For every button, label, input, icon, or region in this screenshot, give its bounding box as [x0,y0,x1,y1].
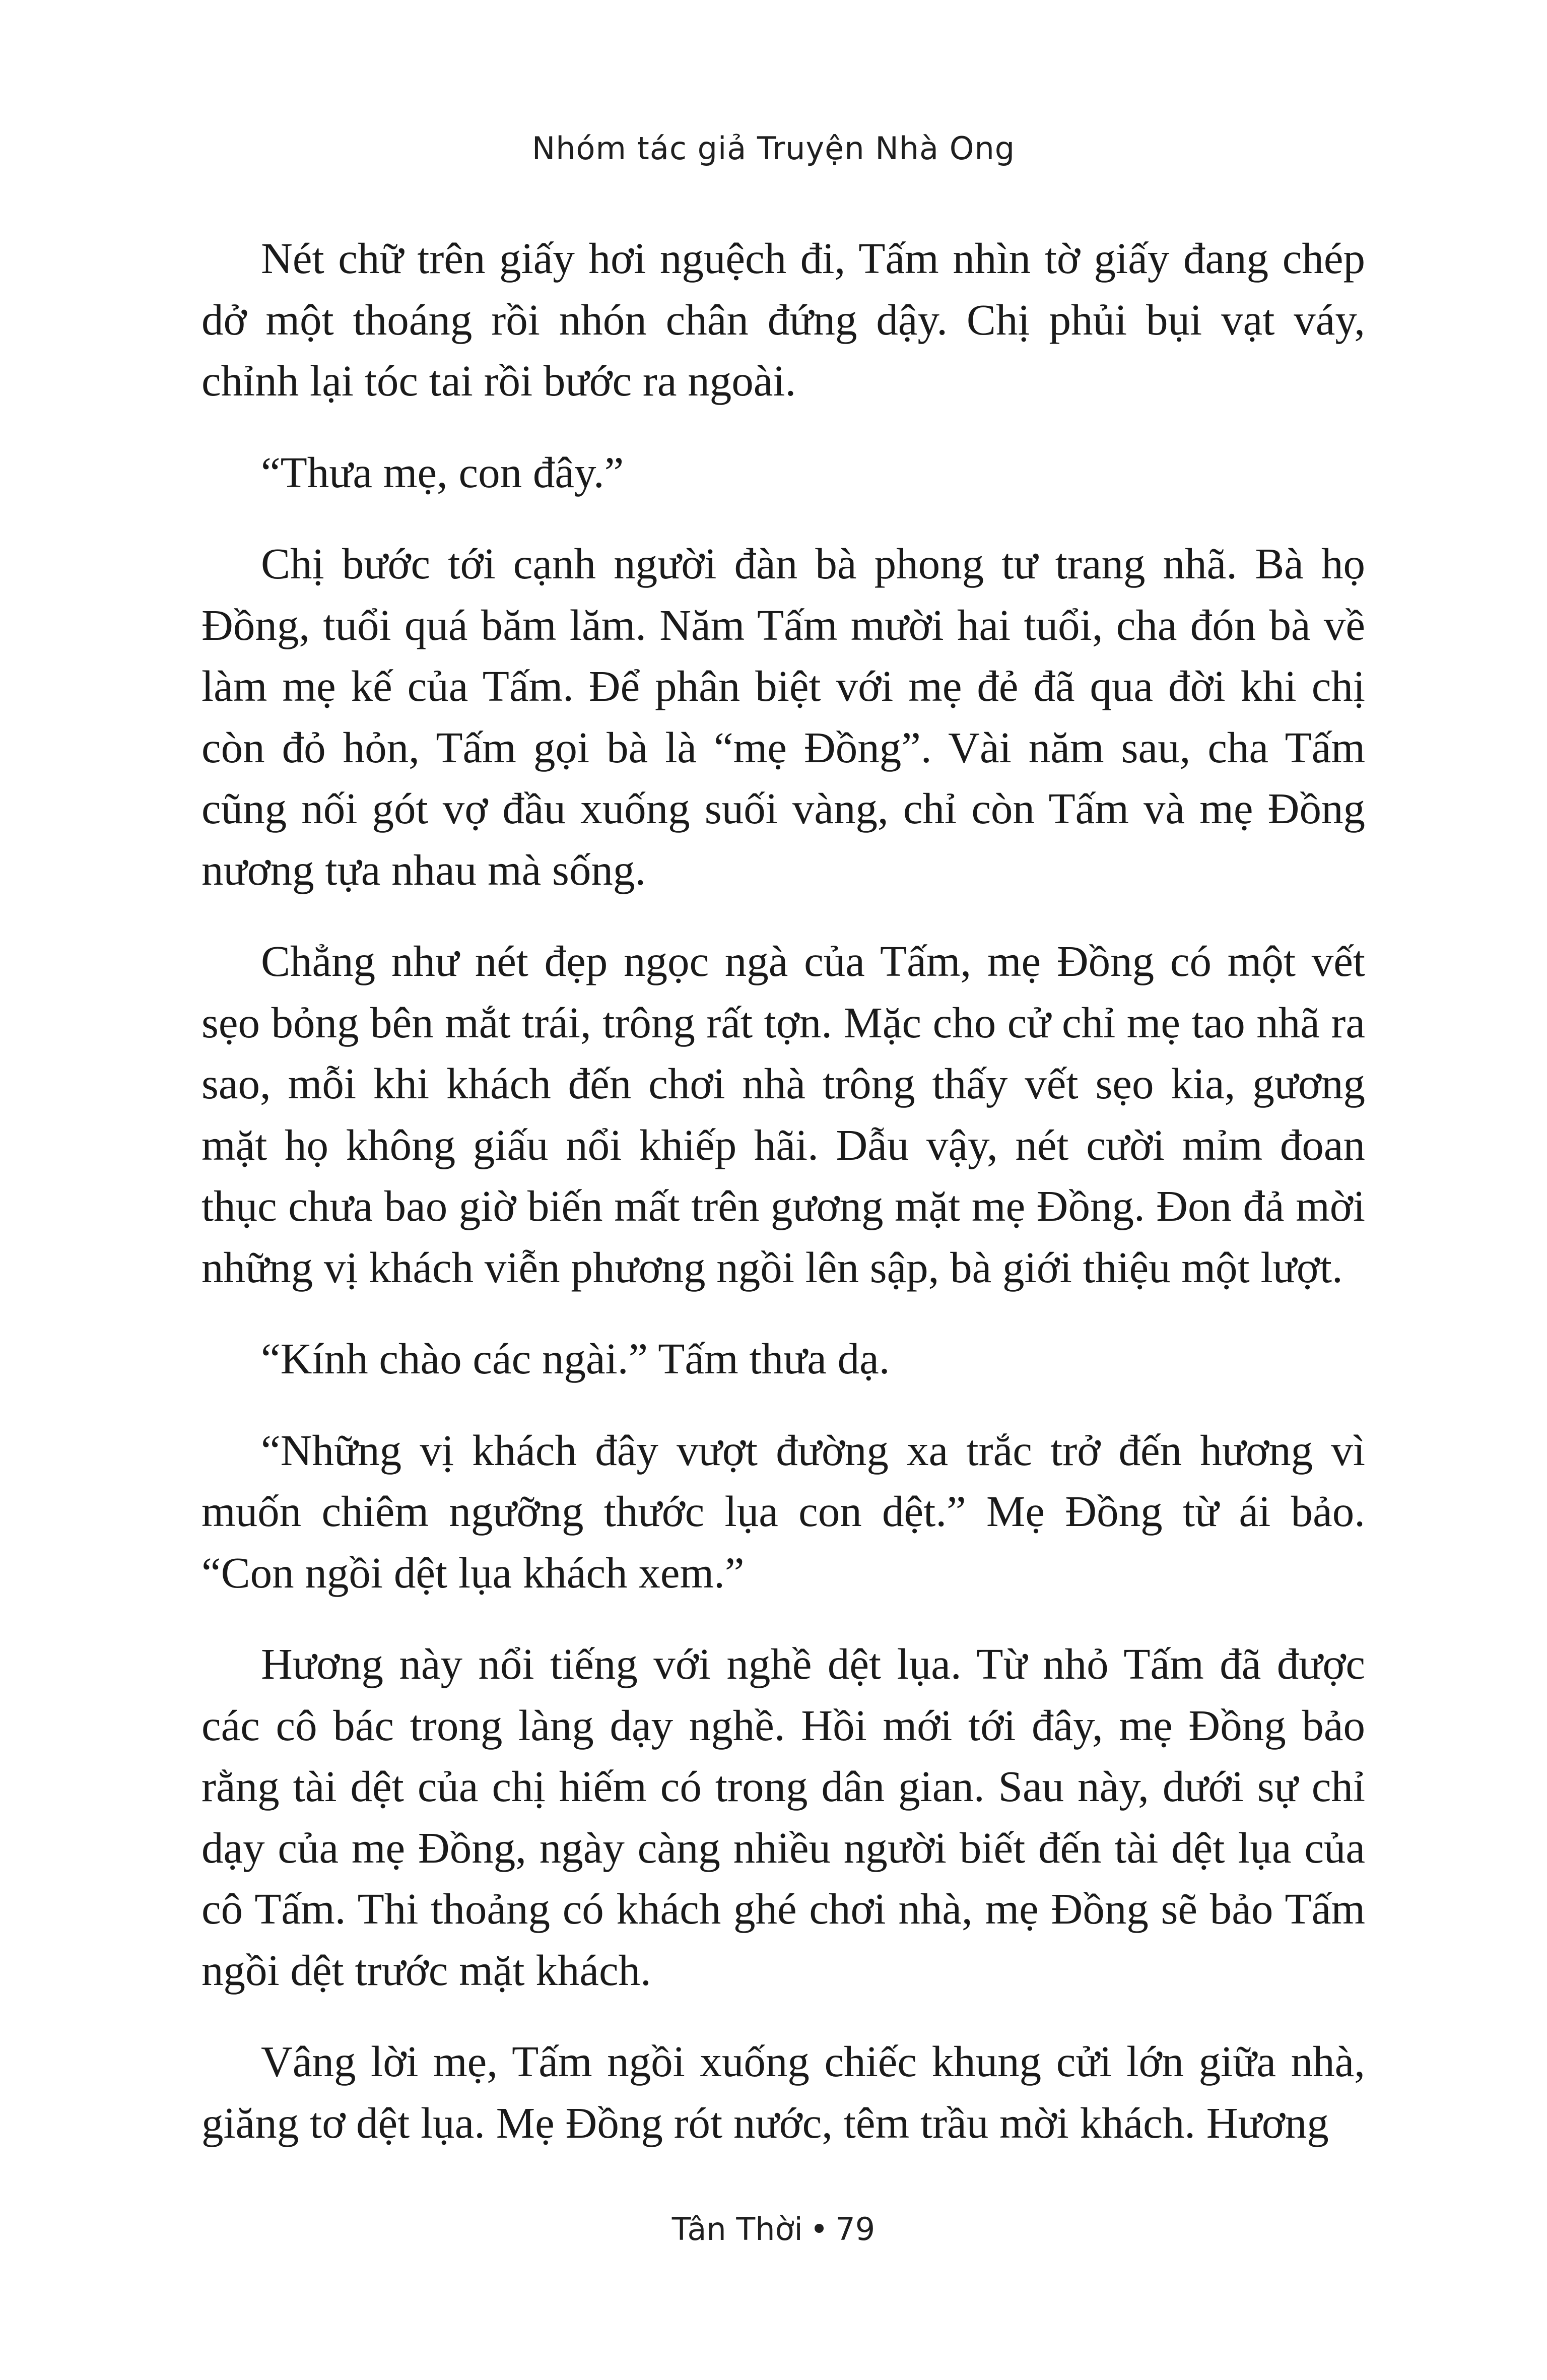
paragraph-3: Chị bước tới cạnh người đàn bà phong tư trang nhã. Bà họ Đồng, tuổi quá băm lăm. Năm Tấm mười hai tuổi, cha đón bà về làm mẹ kế của Tấm. Để phân biệt với mẹ đẻ đã qua đời khi chị còn đỏ hỏn, Tấm gọi bà là “mẹ Đồng”. Vài năm sau, cha Tấm cũng nối gót vợ đầu xuống suối vàng, chỉ còn Tấm và mẹ Đồng nương tựa nhau mà sống. [201,539,1365,894]
paragraph-1: Nét chữ trên giấy hơi nguệch đi, Tấm nhìn tờ giấy đang chép dở một thoáng rồi nhón chân đứng dậy. Chị phủi bụi vạt váy, chỉnh lại tóc tai rồi bước ra ngoài. [201,234,1365,405]
page-body-text [201,228,1365,2153]
paragraph-5: “Kính chào các ngài.” Tấm thưa dạ. [261,1334,890,1383]
paragraph-8: Vâng lời mẹ, Tấm ngồi xuống chiếc khung cửi lớn giữa nhà, giăng tơ dệt lụa. Mẹ Đồng rót nước, têm trầu mời khách. Hương [201,2037,1365,2147]
footer-separator: • [810,2211,829,2247]
paragraph-7: Hương này nổi tiếng với nghề dệt lụa. Từ nhỏ Tấm đã được các cô bác trong làng dạy nghề. Hồi mới tới đây, mẹ Đồng bảo rằng tài dệt của chị hiếm có trong dân gian. Sau này, dưới sự chỉ dạy của mẹ Đồng, ngày càng nhiều người biết đến tài dệt lụa của cô Tấm. Thi thoảng có khách ghé chơi nhà, mẹ Đồng sẽ bảo Tấm ngồi dệt trước mặt khách. [201,1639,1365,1995]
running-header: Nhóm tác giả Truyện Nhà Ong [531,130,1016,167]
page-number: 79 [835,2211,876,2247]
footer-book-title: Tân Thời [671,2211,803,2247]
page-footer [0,2211,1547,2247]
paragraph-2: “Thưa mẹ, con đây.” [261,447,624,497]
paragraph-6: “Những vị khách đây vượt đường xa trắc trở đến hương vì muốn chiêm ngưỡng thước lụa con dệt.” Mẹ Đồng từ ái bảo. “Con ngồi dệt lụa khách xem.” [201,1425,1365,1597]
paragraph-4: Chẳng như nét đẹp ngọc ngà của Tấm, mẹ Đồng có một vết sẹo bỏng bên mắt trái, trông rất tợn. Mặc cho cử chỉ mẹ tao nhã ra sao, mỗi khi khách đến chơi nhà trông thấy vết sẹo kia, gương mặt họ không giấu nổi khiếp hãi. Dẫu vậy, nét cười mỉm đoan thục chưa bao giờ biến mất trên gương mặt mẹ Đồng. Đon đả mời những vị khách viễn phương ngồi lên sập, bà giới thiệu một lượt. [201,937,1365,1292]
